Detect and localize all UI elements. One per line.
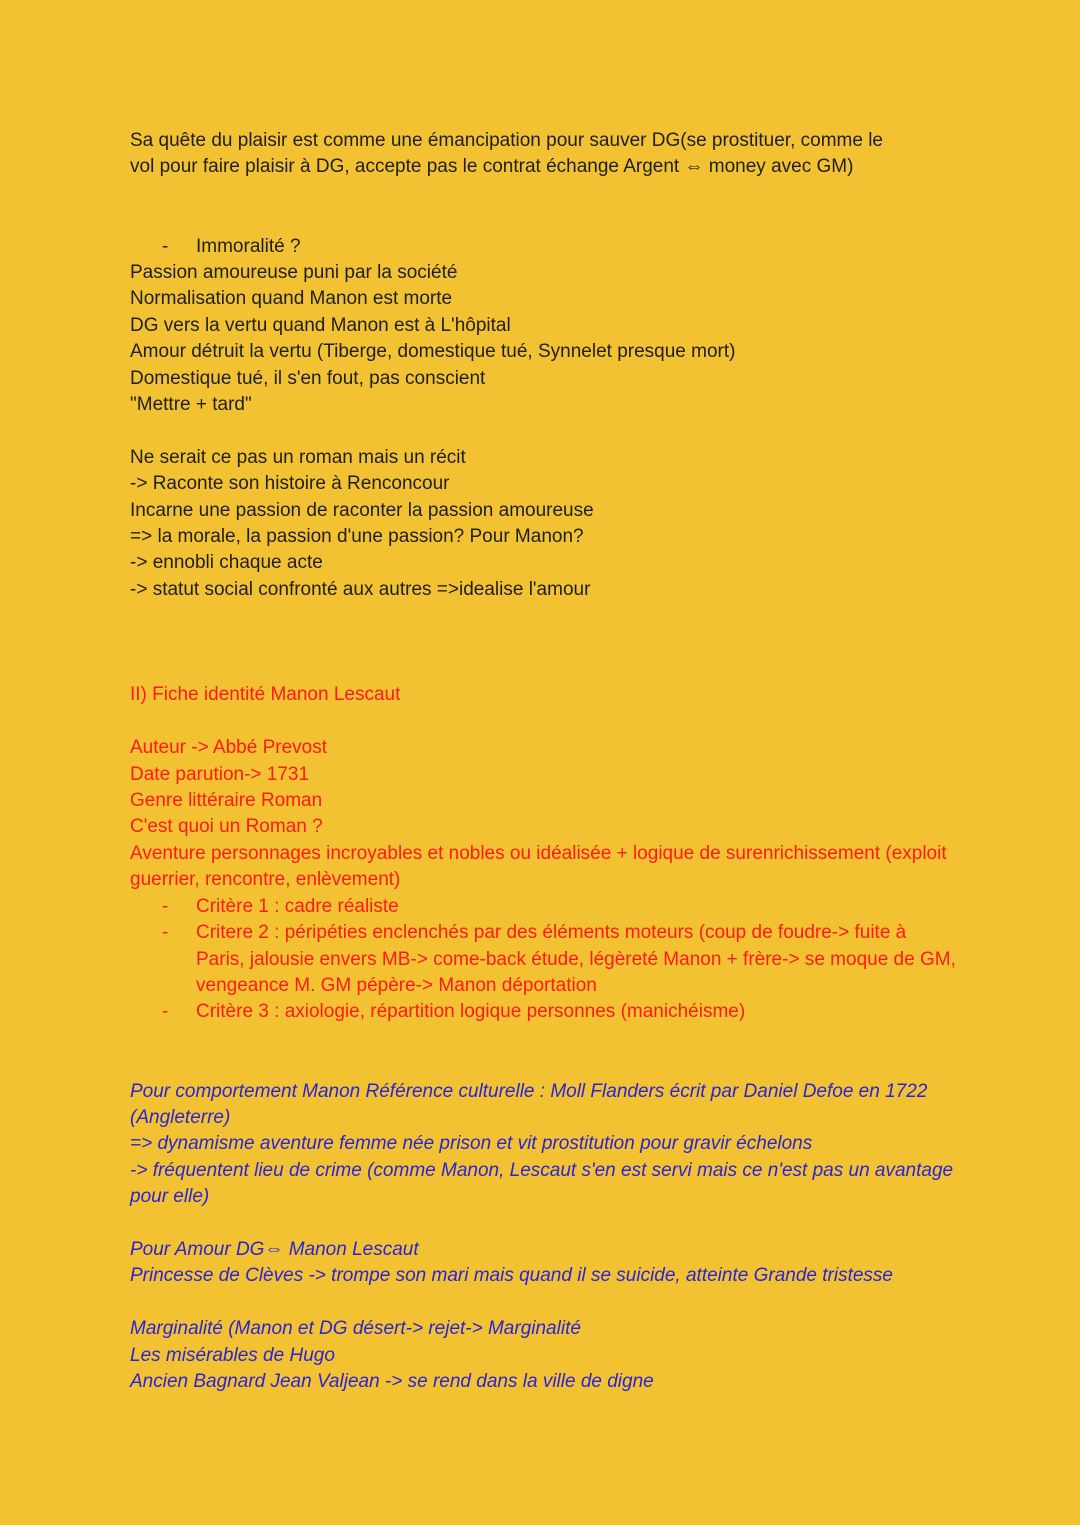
text-line: Date parution-> 1731 bbox=[130, 763, 310, 785]
text-line: -> Raconte son histoire à Renconcour bbox=[130, 473, 450, 495]
text-line: Passion amoureuse puni par la société bbox=[130, 262, 458, 284]
text-line: Incarne une passion de raconter la passion amoureuse bbox=[130, 499, 594, 521]
references-amour bbox=[130, 1237, 960, 1290]
criteria-item bbox=[130, 999, 960, 1025]
text-line: -> fréquentent lieu de crime (comme Manon, Lescaut s'en est servi mais ce n'est pas un avantage pour elle) bbox=[130, 1159, 954, 1208]
text-line: Sa quête du plaisir est comme une émancipation pour sauver DG(se prostituer, comme le bbox=[130, 130, 883, 151]
criteria-text: Critère 3 : axiologie, répartition logique personnes (manichéisme) bbox=[196, 1001, 746, 1023]
paragraph-immoralite bbox=[130, 234, 960, 419]
bullet-dash: - bbox=[162, 1001, 169, 1023]
text-line: Aventure personnages incroyables et nobles ou idéalisée + logique de surenrichissement (exploit guerrier, rencontre, enlèvement) bbox=[130, 842, 947, 891]
criteria-text: Critère 1 : cadre réaliste bbox=[196, 895, 399, 917]
text-line: DG vers la vertu quand Manon est à L'hôpital bbox=[130, 314, 511, 336]
text-line: Normalisation quand Manon est morte bbox=[130, 288, 453, 310]
paragraph-recit bbox=[130, 445, 960, 603]
bullet-dash: - bbox=[162, 895, 169, 917]
text-line: => la morale, la passion d'une passion? Pour Manon? bbox=[130, 526, 584, 548]
section-title: II) Fiche identité Manon Lescaut bbox=[130, 684, 401, 706]
text-line: Domestique tué, il s'en fout, pas conscient bbox=[130, 367, 486, 389]
section-fiche-identite bbox=[130, 682, 960, 1025]
references-moll-flanders bbox=[130, 1079, 960, 1211]
text-line: Princesse de Clèves -> trompe son mari mais quand il se suicide, atteinte Grande tristesse bbox=[130, 1265, 893, 1287]
text-line: "Mettre + tard" bbox=[130, 394, 252, 416]
text-line: C'est quoi un Roman ? bbox=[130, 816, 323, 838]
bullet-immoralite bbox=[130, 234, 960, 260]
criteria-text: Critere 2 : péripéties enclenchés par des éléments moteurs (coup de foudre-> fuite à Paris, jalousie envers MB-> come-back étude, légèreté Manon + frère-> se moque de GM, vengeance M. GM pépère-> Manon déportation bbox=[196, 922, 956, 996]
text-line: -> statut social confronté aux autres =>idealise l'amour bbox=[130, 578, 591, 600]
text-line: => dynamisme aventure femme née prison et vit prostitution pour gravir échelons bbox=[130, 1133, 813, 1155]
text-line: Pour comportement Manon Référence culturelle : Moll Flanders écrit par Daniel Defoe en 1722 (Angleterre) bbox=[130, 1080, 928, 1128]
text-line: Ancien Bagnard Jean Valjean -> se rend dans la ville de digne bbox=[130, 1370, 654, 1392]
bullet-dash: - bbox=[162, 235, 169, 257]
text-line: Genre littéraire Roman bbox=[130, 790, 323, 812]
bullet-dash: - bbox=[162, 922, 169, 944]
text-line: -> ennobli chaque acte bbox=[130, 552, 323, 574]
references-marginalite bbox=[130, 1316, 960, 1395]
text-line: Amour détruit la vertu (Tiberge, domestique tué, Synnelet presque mort) bbox=[130, 341, 736, 363]
text-line: Auteur -> Abbé Prevost bbox=[130, 737, 327, 759]
text-line: Marginalité (Manon et DG désert-> rejet-> Marginalité bbox=[130, 1318, 581, 1340]
document-page bbox=[130, 128, 960, 1395]
criteria-item bbox=[130, 920, 960, 999]
text-line: Les misérables de Hugo bbox=[130, 1344, 335, 1366]
text-line: Ne serait ce pas un roman mais un récit bbox=[130, 446, 466, 468]
text-line: vol pour faire plaisir à DG, accepte pas le contrat échange Argent ⇔ money avec GM) bbox=[130, 156, 854, 178]
text-line: Pour Amour DG⇔ Manon Lescaut bbox=[130, 1238, 419, 1260]
bullet-text: Immoralité ? bbox=[196, 235, 301, 257]
criteria-item bbox=[130, 894, 960, 920]
paragraph-plaisir bbox=[130, 128, 960, 181]
